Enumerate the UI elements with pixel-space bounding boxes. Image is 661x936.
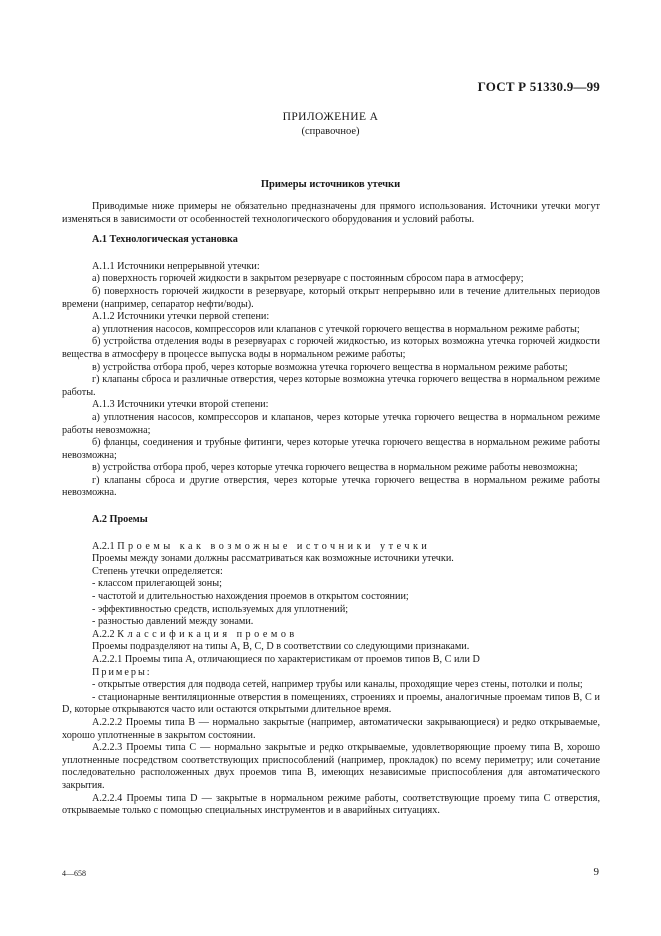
paragraph: А.2.2.2 Проемы типа В — нормально закрытые (например, автоматически закрывающиеся) и редко открываемые, хорошо уплотненные в закрытом состоянии. [62,716,600,741]
paragraph: А.1.3 Источники утечки второй степени: [92,399,269,411]
paragraph: А.2.2.1 Проемы типа А, отличающиеся по характеристикам от проемов типов В, С или D [92,654,480,665]
paragraph: б) фланцы, соединения и трубные фитинги, через которые утечка горючего вещества в нормальном режиме работы невозможна; [62,437,600,461]
appendix-title: ПРИЛОЖЕНИЕ А [282,111,379,123]
paragraph: г) клапаны сброса и различные отверстия, через которые возможна утечка горючего вещества в нормальном режиме работы. [62,374,600,398]
clause-number: А.2.1 [92,540,115,552]
paragraph: А.1.2 Источники утечки первой степени: [92,311,270,323]
list-item: - открытые отверстия для подвода сетей, например трубы или каналы, проходящие через стены, потолки и полы; [92,679,583,691]
section-title: Примеры источников утечки [260,179,401,190]
list-item: - стационарные вентиляционные отверстия в помещениях, строениях и проемы, аналогичные проемам типов В, С и D, которые открываются часто или остаются открытыми длительное время. [62,691,600,716]
paragraph: А.2.2.3 Проемы типа С — нормально закрытые и редко открываемые, удовлетворяющие проему типа В, хорошо уплотненные посредством соответствующих приспособлений (например, прокладок) по всему периметру; или сочетание последовательно расположенных двух проемов типа В, имеющих независимые приспособления для автоматического закрытия. [62,742,600,791]
paragraph [62,629,600,642]
paragraph: в) устройства отбора проб, через которые утечка горючего вещества в нормальном режиме работы невозможна; [92,462,578,474]
paragraph: а) уплотнения насосов, компрессоров или клапанов с утечкой горючего вещества в нормальном режиме работы; [92,323,580,335]
paragraph [62,541,600,554]
subsection-heading: А.1 Технологическая установка [92,234,238,246]
list-item: - разностью давлений между зонами. [92,616,254,628]
paragraph: б) устройства отделения воды в резервуарах с горючей жидкостью, из которых возможна утечка горючей жидкости вещества в атмосферу в процессе выпуска воды в нормальном режиме работы; [62,336,600,360]
list-item: - классом прилегающей зоны; [92,578,222,590]
paragraph: в) устройства отбора проб, через которые возможна утечка горючего вещества в нормальном режиме работы; [92,361,568,373]
footer-print-code: 4—658 [62,869,86,878]
appendix-subtitle: (справочное) [301,126,360,137]
paragraph: А.1.1 Источники непрерывной утечки: [92,260,260,272]
page-body [62,193,600,818]
examples-label: Примеры: [92,666,152,678]
paragraph: Степень утечки определяется: [92,565,223,577]
document-code: ГОСТ Р 51330.9—99 [477,79,600,94]
list-item: - эффективностью средств, используемых для уплотнений; [92,603,349,615]
paragraph: А.2.2.4 Проемы типа D — закрытые в нормальном режиме работы, соответствующие проему типа С отверстия, открываемые только с помощью специальных инструментов и в аварийных ситуациях. [62,792,600,817]
paragraph: а) поверхность горючей жидкости в закрытом резервуаре с постоянным сбросом пара в атмосферу; [92,273,524,285]
clause-number: А.2.2 [92,628,115,640]
paragraph: Проемы подразделяют на типы А, В, С, D в соответствии со следующими признаками. [92,641,470,653]
paragraph: б) поверхность горючей жидкости в резервуаре, который открыт непрерывно или в течение длительных периодов времени (например, сепаратор нефти/воды). [62,285,600,310]
paragraph: Проемы между зонами должны рассматриваться как возможные источники утечки. [92,553,454,565]
subsection-heading: А.2 Проемы [92,514,148,526]
list-item: - частотой и длительностью нахождения проемов в открытом состоянии; [92,591,409,603]
page-number: 9 [593,866,599,878]
paragraph: г) клапаны сброса и другие отверстия, через которые утечка горючего вещества в нормальном режиме работы невозможна. [62,474,600,499]
intro-paragraph: Приводимые ниже примеры не обязательно предназначены для прямого использования. Источники утечки могут изменяться в зависимости от особенностей технологического оборудования и условий работы. [62,201,600,225]
spaced-heading: Классификация проемов [117,628,298,640]
spaced-heading: Проемы как возможные источники утечки [117,540,431,552]
paragraph: а) уплотнения насосов, компрессоров и клапанов, через которые утечка горючего вещества в нормальном режиме работы невозможна; [62,411,600,436]
